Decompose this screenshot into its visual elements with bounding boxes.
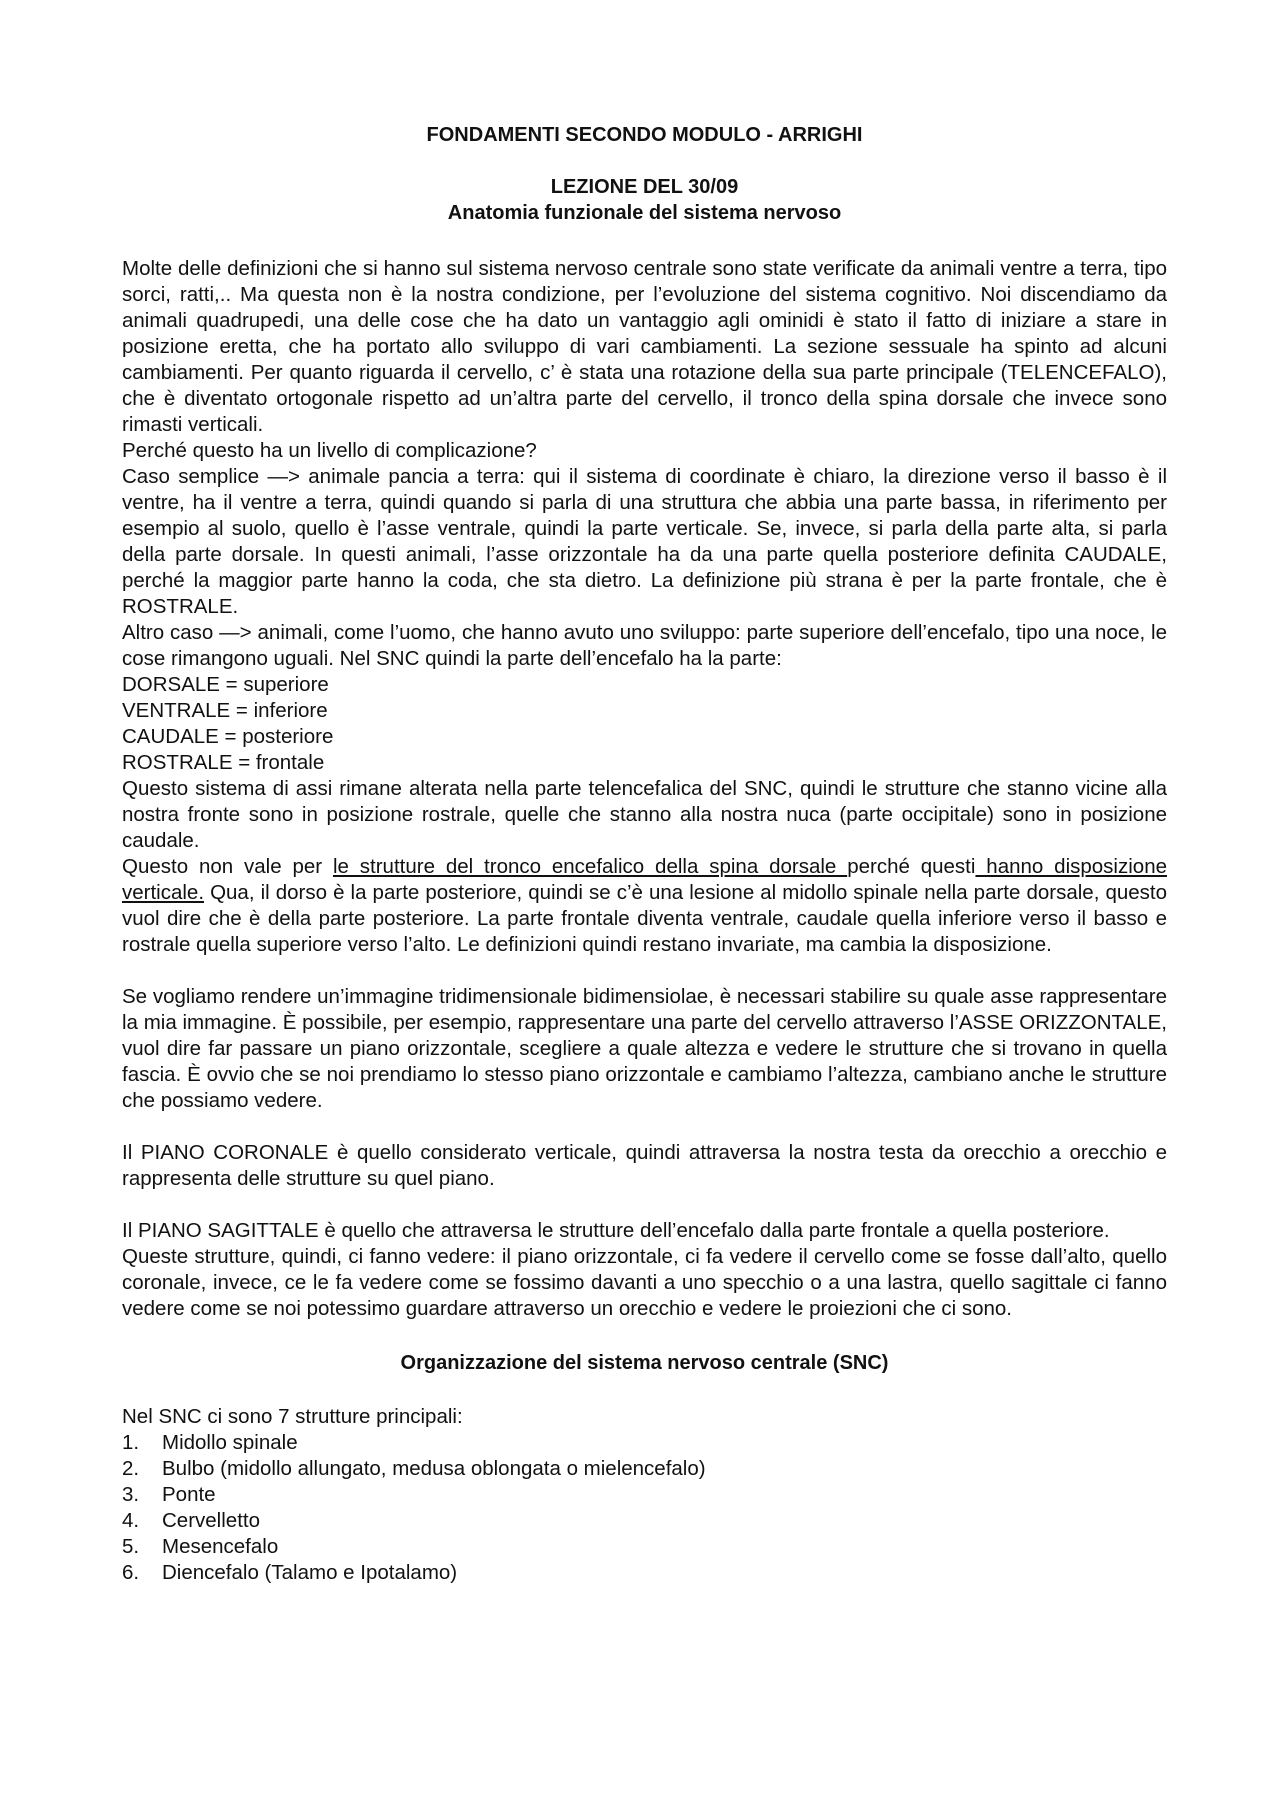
document-title: FONDAMENTI SECONDO MODULO - ARRIGHI (426, 124, 863, 146)
intro-paragraph-3: Altro caso —> animali, come l’uomo, che hanno avuto uno sviluppo: parte superiore dell’encefalo, tipo una noce, le cose rimangono uguali. Nel SNC quindi la parte dell’encefalo ha la parte: (122, 621, 1167, 670)
term-ventrale: VENTRALE = inferiore (122, 699, 328, 722)
planes-paragraph-2: Il PIANO CORONALE è quello considerato verticale, quindi attraversa la nostra testa da orecchio a orecchio e rappresenta delle strutture su quel piano. (122, 1141, 1167, 1190)
intro-paragraph-1: Molte delle definizioni che si hanno sul sistema nervoso centrale sono state verificate da animali ventre a terra, tipo sorci, ratti,.. Ma questa non è la nostra condizione, per l’evoluzione del sistema cognitivo. Noi discendiamo da animali quadrupedi, una delle cose che ha dato un vantaggio agli ominidi è stato il fatto di iniziare a stare in posizione eretta, che ha portato allo sviluppo di vari cambiamenti. La sezione sessuale ha spinto ad alcuni cambiamenti. Per quanto riguarda il cervello, c’ è stata una rotazione della sua parte principale (TELENCEFALO), che è diventato ortogonale rispetto ad un’altra parte del cervello, il tronco della spina dorsale che invece sono rimasti verticali. (122, 257, 1167, 436)
p5-underline-2: hanno disposizione verticale. (122, 855, 1167, 904)
spacer (122, 958, 1167, 984)
intro-paragraph-5 (122, 854, 1167, 958)
lesson-date: LEZIONE DEL 30/09 (550, 176, 739, 198)
planes-paragraph-3: Il PIANO SAGITTALE è quello che attraversa le strutture dell’encefalo dalla parte frontale a quella posteriore. (122, 1219, 1110, 1242)
spacer (122, 1192, 1167, 1218)
snc-structures-list (122, 1430, 1167, 1586)
p5-text-a: Questo non vale per (122, 855, 333, 878)
term-dorsale: DORSALE = superiore (122, 673, 329, 696)
p5-text-c: i (970, 855, 976, 878)
snc-heading: Organizzazione del sistema nervoso centrale (SNC) (400, 1352, 889, 1374)
planes-paragraph-1: Se vogliamo rendere un’immagine tridimensionale bidimensiolae, è necessari stabilire su quale asse rappresentare la mia immagine. È possibile, per esempio, rappresentare una parte del cervello attraverso l’ASSE ORIZZONTALE, vuol dire far passare un piano orizzontale, scegliere a quale altezza e vedere le strutture che si trovano in quella fascia. È ovvio che se noi prendiamo lo stesso piano orizzontale e cambiamo l’altezza, cambiano anche le strutture che possiamo vedere. (122, 985, 1167, 1112)
term-caudale: CAUDALE = posteriore (122, 725, 334, 748)
intro-paragraph-4: Questo sistema di assi rimane alterata nella parte telencefalica del SNC, quindi le strutture che stanno vicine alla nostra fronte sono in posizione rostrale, quelle che stanno alla nostra nuca (parte occipitale) sono in posizione caudale. (122, 777, 1167, 852)
list-item: 4. Cervelletto (122, 1509, 260, 1532)
spacer (122, 1114, 1167, 1140)
snc-intro: Nel SNC ci sono 7 strutture principali: (122, 1405, 463, 1428)
intro-section (122, 256, 1167, 958)
p5-text-b: perché quest (847, 855, 971, 878)
list-item: 6. Diencefalo (Talamo e Ipotalamo) (122, 1561, 458, 1584)
intro-paragraph-2: Caso semplice —> animale pancia a terra: qui il sistema di coordinate è chiaro, la direzione verso il basso è il ventre, ha il ventre a terra, quindi quando si parla di una struttura che abbia una parte bassa, in riferimento per esempio al suolo, quello è l’asse ventrale, quindi la parte verticale. Se, invece, si parla della parte alta, si parla della parte dorsale. In questi animali, l’asse orizzontale ha da una parte quella posteriore definita CAUDALE, perché la maggior parte hanno la coda, che sta dietro. La definizione più strana è per la parte frontale, che è ROSTRALE. (122, 465, 1167, 618)
p5-underline-1: le strutture del tronco encefalico della spina dorsale (332, 855, 848, 878)
term-rostrale: ROSTRALE = frontale (122, 751, 325, 774)
list-item: 5. Mesencefalo (122, 1535, 279, 1558)
p5-text-d: Qua, il dorso è la parte posteriore, quindi se c’è una lesione al midollo spinale nella parte dorsale, questo vuol dire che è della parte posteriore. La parte frontale diventa ventrale, caudale quella inferiore verso il basso e rostrale quella superiore verso l’alto. Le definizioni quindi restano invariate, ma cambia la disposizione. (122, 881, 1167, 956)
intro-question: Perché questo ha un livello di complicazione? (122, 439, 537, 462)
planes-paragraph-4: Queste strutture, quindi, ci fanno vedere: il piano orizzontale, ci fa vedere il cervello come se fosse dall’alto, quello coronale, invece, ce le fa vedere come se fossimo davanti a uno specchio o a una lastra, quello sagittale ci fanno vedere come se noi potessimo guardare attraverso un orecchio e vedere le proiezioni che ci sono. (122, 1245, 1167, 1320)
lesson-topic: Anatomia funzionale del sistema nervoso (447, 202, 842, 224)
planes-section (122, 984, 1167, 1322)
list-item: 2. Bulbo (midollo allungato, medusa oblongata o mielencefalo) (122, 1457, 706, 1480)
list-item: 1. Midollo spinale (122, 1431, 298, 1454)
list-item: 3. Ponte (122, 1483, 216, 1506)
